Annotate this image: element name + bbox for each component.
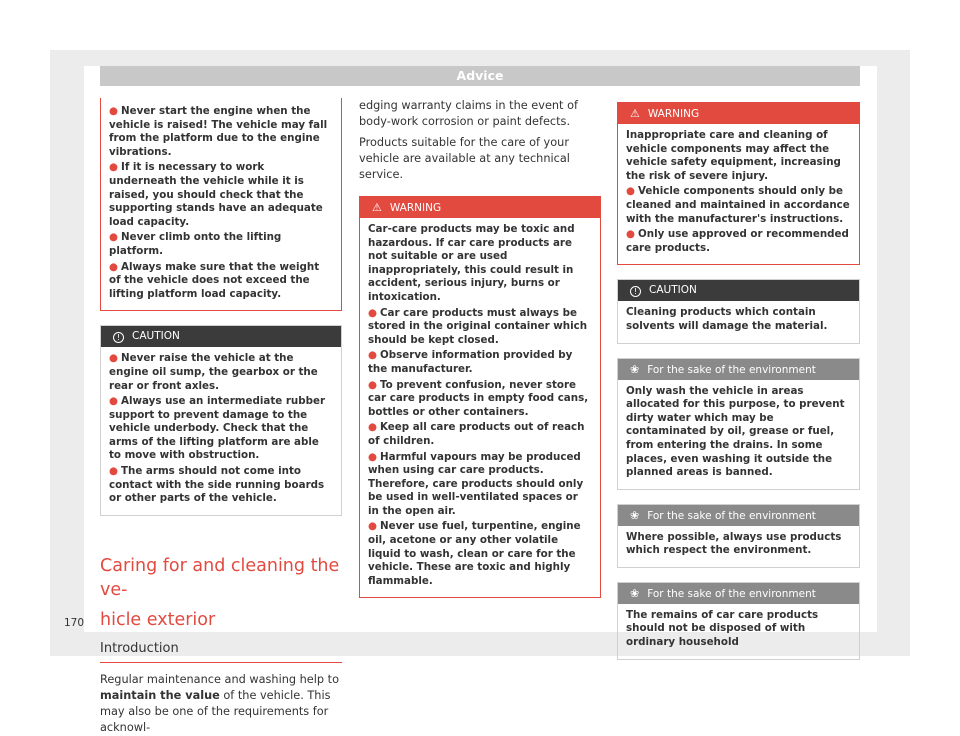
section-heading (100, 554, 342, 663)
list-item: ● Never raise the vehicle at the engine oil sump, the gearbox or the rear or front axles. (109, 352, 318, 392)
caution-header: ! CAUTION (618, 280, 859, 301)
warning-header: ⚠ WARNING (360, 197, 600, 218)
caution-header: ! CAUTION (101, 326, 341, 347)
environment-text: Where possible, always use products which respect the environment. (626, 530, 842, 557)
warning-box-continued (100, 98, 342, 311)
warning-icon: ⚠ (372, 201, 382, 214)
column-left (100, 98, 342, 736)
caution-icon: ! (113, 332, 124, 343)
environment-box (617, 582, 860, 660)
paragraph: edging warranty claims in the event of body-work corrosion or paint defects. (359, 99, 578, 128)
caution-text: Cleaning products which contain solvents will damage the material. (626, 306, 828, 332)
list-item: ● Never start the engine when the vehicle is raised! The vehicle may fall from the platform due to the engine vibrations. (109, 105, 328, 158)
environment-box (617, 504, 860, 568)
list-item: ● Never use fuel, turpentine, engine oil, acetone or any other volatile liquid to wash, clean or care for the vehicle. These are toxic and highly flammable. (368, 520, 581, 587)
section-title-line1: Caring for and cleaning the ve- (100, 555, 340, 600)
list-item: ● Car care products must always be stored in the original container which should be kept closed. (368, 306, 588, 346)
section-title-line2: hicle exterior (100, 609, 216, 630)
intro-paragraph: Regular maintenance and washing help to maintain the value of the vehicle. This may also be one of the requirements for acknowl- (100, 672, 339, 734)
warning-intro: Car-care products may be toxic and hazardous. If car care products are not suitable or are used inappropriately, this could result in accident, serious injury, burns or intoxication. (368, 223, 575, 303)
environment-header: ❀ For the sake of the environment (618, 583, 859, 604)
environment-box (617, 358, 860, 490)
environment-icon: ❀ (630, 586, 640, 600)
sub-title: Introduction (100, 640, 179, 656)
list-item: ● Always use an intermediate rubber support to prevent damage to the vehicle underbody. Check that the arms of the lifting platform are able to move with obstruction. (109, 395, 326, 462)
environment-text: Only wash the vehicle in areas allocated for this purpose, to prevent dirty water which may be contaminated by oil, grease or fuel, from entering the drains. In some places, even washing it outside the planned areas is banned. (626, 384, 845, 479)
environment-icon: ❀ (630, 362, 640, 376)
environment-header: ❀ For the sake of the environment (618, 359, 859, 380)
list-item: ● Vehicle components should only be cleaned and maintained in accordance with the manufacturer's instructions. (626, 185, 850, 225)
environment-header: ❀ For the sake of the environment (618, 505, 859, 526)
column-middle (359, 98, 601, 598)
list-item: ● Only use approved or recommended care products. (626, 228, 849, 254)
list-item: ● Observe information provided by the manufacturer. (368, 349, 573, 375)
list-item: ● Keep all care products out of reach of children. (368, 421, 585, 447)
list-item: ● To prevent confusion, never store car care products in empty food cans, bottles or other containers. (368, 378, 589, 418)
page-header: Advice (100, 66, 860, 86)
page-number: 170 (64, 617, 85, 629)
warning-box (617, 102, 860, 265)
caution-box (100, 325, 342, 516)
environment-icon: ❀ (630, 508, 640, 522)
warning-icon: ⚠ (630, 107, 640, 120)
list-item: ● If it is necessary to work underneath the vehicle while it is raised, you should check that the supporting stands have an adequate load capacity. (109, 161, 323, 228)
environment-text: The remains of car care products should not be disposed of with ordinary household (626, 608, 819, 649)
caution-box (617, 279, 860, 343)
list-item: ● Always make sure that the weight of the vehicle does not exceed the lifting platform load capacity. (109, 260, 320, 300)
divider (100, 662, 342, 663)
warning-header: ⚠ WARNING (618, 103, 859, 124)
column-right (617, 102, 860, 660)
warning-intro: Inappropriate care and cleaning of vehicle components may affect the vehicle safety equipment, increasing the risk of severe injury. (626, 129, 841, 182)
list-item: ● The arms should not come into contact with the side running boards or other parts of the vehicle. (109, 465, 325, 505)
list-item: ● Harmful vapours may be produced when using car care products. Therefore, care products should only be used in well-ventilated spaces or in the open air. (368, 450, 584, 517)
caution-icon: ! (630, 286, 641, 297)
paragraph: Products suitable for the care of your vehicle are available at any technical service. (359, 136, 570, 181)
list-item: ● Never climb onto the lifting platform. (109, 231, 282, 257)
warning-box (359, 196, 601, 598)
